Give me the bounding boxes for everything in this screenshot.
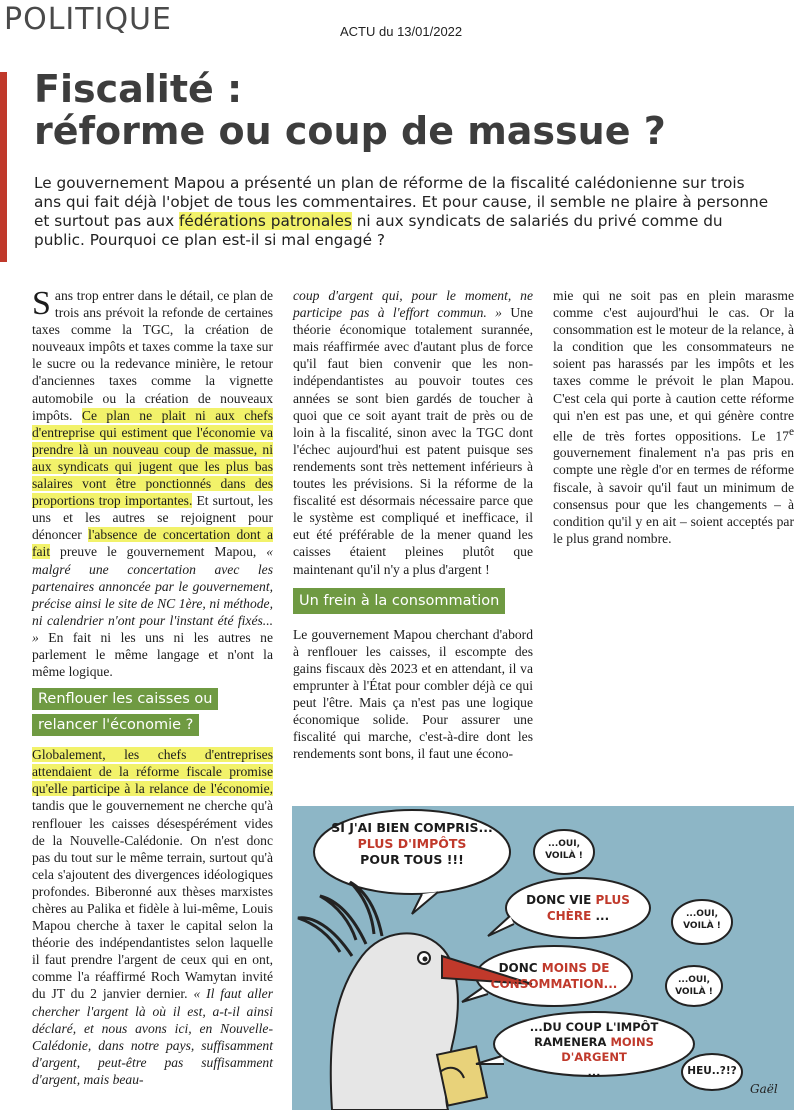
col2-text-a: Une théorie économique totalement surannée, mais réaffirmée avec d'autant plus de force qu'il faut bien convenir que les non-indépendantistes au pouvoir toutes ces années se sont bien gardés de toucher à quoi que ce soit ayant trait de près ou de loin à la fiscalité, sinon avec la TGC dont l'échec aujourd'hui est patent puisque ses rendements sont très nettement inférieurs à toutes les prévisions. Si la réforme de la fiscalité est désormais nécessaire parce que le système est compliqué et inefficace, il eut été préférable de la mener quand les caisses étaient pleines plutôt que maintenant qu'il n'y a plus d'argent !: [293, 305, 533, 577]
bubble-2-line-2: VOILÀ !: [545, 851, 583, 861]
bubble-8: HEU..?!?: [687, 1065, 737, 1077]
title-line-1: Fiscalité :: [34, 67, 243, 111]
cartoonist-signature: Gaël: [750, 1082, 778, 1096]
col1-quote-1: « malgré une concertation avec les partenaires annoncée par le gouvernement, précise ainsi le site de NC 1ère, ni méthode, ni calendrier n'ont pour l'instant été fixés... »: [32, 544, 273, 645]
bubble-7-line-2: RAMENERA: [534, 1035, 607, 1049]
bubble-5-red-1: MOINS DE: [541, 961, 610, 975]
lead-text-1: Le gouvernement Mapou a présenté un plan de réforme de la fiscalité calédonienne sur trois ans qui fait déjà l'objet de tous les commentaires. Et pour cause, il semble ne plaire à personne et surtout pas aux: [34, 174, 769, 230]
subheading-line-1: Renflouer les caisses ou: [32, 688, 218, 710]
col1-text-d: En fait ni les uns ni les autres ne parlement le même langage et n'ont la même logique.: [32, 629, 273, 680]
bubble-7: [500, 1020, 688, 1080]
subheading-frein: [293, 584, 533, 618]
col1-highlight-1: Ce plan ne plait ni aux chefs d'entreprise qui estiment que l'économie va prendre là un nouveau coup de massue, ni aux syndicats qui jugent que les plus bas salaires vont être ponctionnés dans des proportions trop importantes.: [32, 407, 273, 509]
bubble-1-line-3: POUR TOUS !!!: [360, 852, 464, 867]
col1-text-a: ans trop entrer dans le détail, ce plan de trois ans prévoit la refonde de certaines taxes comme la TGC, la création de nouveaux impôts et taxes comme la taxe sur le sucre ou la redevance minière, le retour d'anciennes taxes comme la vignette automobile ou la création de nouveaux impôts.: [32, 288, 273, 423]
col3-paragraph-1: [553, 287, 794, 547]
lead-text-2: ni aux syndicats de salariés du privé comme du public. Pourquoi ce plan est-il si mal engagé ?: [34, 212, 723, 249]
subheading-text: Un frein à la consommation: [293, 588, 505, 614]
col1-highlight-2: l'absence de concertation dont a fait: [32, 527, 273, 560]
col2-quote: coup d'argent qui, pour le moment, ne participe pas à l'effort commun. »: [293, 288, 533, 321]
col1-text-b: Et surtout, les uns et les autres se rejoignent pour dénoncer: [32, 493, 273, 543]
bubble-2-line-1: ...OUI,: [548, 839, 580, 849]
bubble-7-line-3: ...: [587, 1065, 601, 1079]
lead-highlight: fédérations patronales: [179, 212, 352, 230]
bubble-5: [480, 960, 628, 992]
accent-bar: [0, 72, 7, 262]
dateline: ACTU du 13/01/2022: [340, 24, 463, 39]
article-column-2: [293, 287, 533, 762]
bubble-1: [324, 820, 500, 868]
col2-paragraph-1: [293, 287, 533, 578]
title-line-2: réforme ou coup de massue ?: [34, 109, 666, 153]
col1-text-c: preuve le gouvernement Mapou,: [50, 544, 267, 560]
article-column-1: [32, 287, 273, 1088]
ordinal-suffix: e: [788, 425, 794, 438]
section-rubric: POLITIQUE: [4, 2, 172, 37]
col1-paragraph-1: [32, 287, 273, 680]
bubble-1-line-2: PLUS D'IMPÔTS: [357, 836, 467, 851]
bubble-7-line-1: ...DU COUP L'IMPÔT: [529, 1020, 659, 1034]
col1-quote-2: « Il faut aller chercher l'argent là où il est, a-t-il ainsi déclaré, et nous avons ici, en Nouvelle-Calédonie, dans notre pays, suffisamment d'argent, peut-être pas suffisamment d'argent, mais beau-: [32, 986, 273, 1087]
article-column-3: [553, 287, 794, 547]
bubble-6-line-2: VOILÀ !: [675, 987, 713, 997]
subheading-line-2: relancer l'économie ?: [32, 714, 199, 736]
bubble-2: [540, 838, 588, 862]
bubble-3-line-1: DONC VIE: [526, 893, 592, 907]
col1-paragraph-2: [32, 746, 273, 1088]
article-title: [34, 68, 774, 152]
bubble-6-line-1: ...OUI,: [678, 975, 710, 985]
article-lead: [34, 174, 774, 250]
col3-text-a: mie qui ne soit pas en plein marasme comme c'est aujourd'hui le cas. Or la consommation est le moteur de la relance, à la condition que les consommateurs ne soient pas harassés par les impôts et les taxes comme le prévoit le plan Mapou. C'est cela qui porte à caution cette réforme qui n'en est pas une, et qui génère contre elle de très fortes oppositions. Le 17: [553, 288, 794, 444]
bubble-3: [510, 892, 646, 924]
bubble-3-red-1: PLUS: [595, 893, 630, 907]
bubble-3-line-2: ...: [595, 909, 610, 923]
bubble-4-line-1: ...OUI,: [686, 909, 718, 919]
bubble-5-line-1: DONC: [498, 961, 538, 975]
drop-cap: S: [32, 285, 51, 322]
col2-paragraph-2: Le gouvernement Mapou cherchant d'abord à renflouer les caisses, il escompte des gains fiscaux dès 2023 et en attendant, il va emprunter à l'État pour combler déjà ce qui peut l'être. Mais ça n'est pas une logique économique solide. Pour assurer une fiscalité qui marche, c'est-à-dire dont les rendements sont bons, il faut une écono-: [293, 626, 533, 762]
col3-text-b: gouvernement finalement n'a pas pris en compte une règle d'or en termes de réforme fiscale, à savoir qu'il faut un minimum de consensus pour que les changements – à condition qu'il y en ait – soient acceptés par le plus grand nombre.: [553, 445, 794, 546]
bubble-1-line-1: SI J'AI BIEN COMPRIS...: [331, 820, 493, 835]
bubble-4: [678, 908, 726, 932]
editorial-cartoon: [292, 806, 794, 1110]
bubble-6: [670, 974, 718, 998]
subheading-renflouer: [32, 686, 273, 738]
bubble-4-line-2: VOILÀ !: [683, 921, 721, 931]
bubble-7-red: MOINS D'ARGENT: [561, 1035, 654, 1064]
col1-text-e: tandis que le gouvernement ne cherche qu'à renflouer les caisses désespérément vides de la Nouvelle-Calédonie. On n'est donc pas du tout sur le même terrain, surtout qu'à cela s'ajoutent des divergences idéologiques profondes. Biberonné aux thèses marxistes chères au Palika et fidèle à lui-même, Louis Mapou cherche à taxer le capital selon la théorie des indépendantistes selon laquelle il faut prendre l'argent de ceux qui en ont, comme l'a réaffirmé Roch Wamytan invité du JT du 2 janvier dernier.: [32, 798, 273, 1002]
bubble-5-red-2: CONSOMMATION...: [490, 977, 618, 991]
bubble-3-red-2: CHÈRE: [546, 909, 592, 923]
col1-highlight-3: Globalement, les chefs d'entreprises attendaient de la réforme fiscale promise qu'elle participe à la relance de l'économie,: [32, 747, 273, 797]
